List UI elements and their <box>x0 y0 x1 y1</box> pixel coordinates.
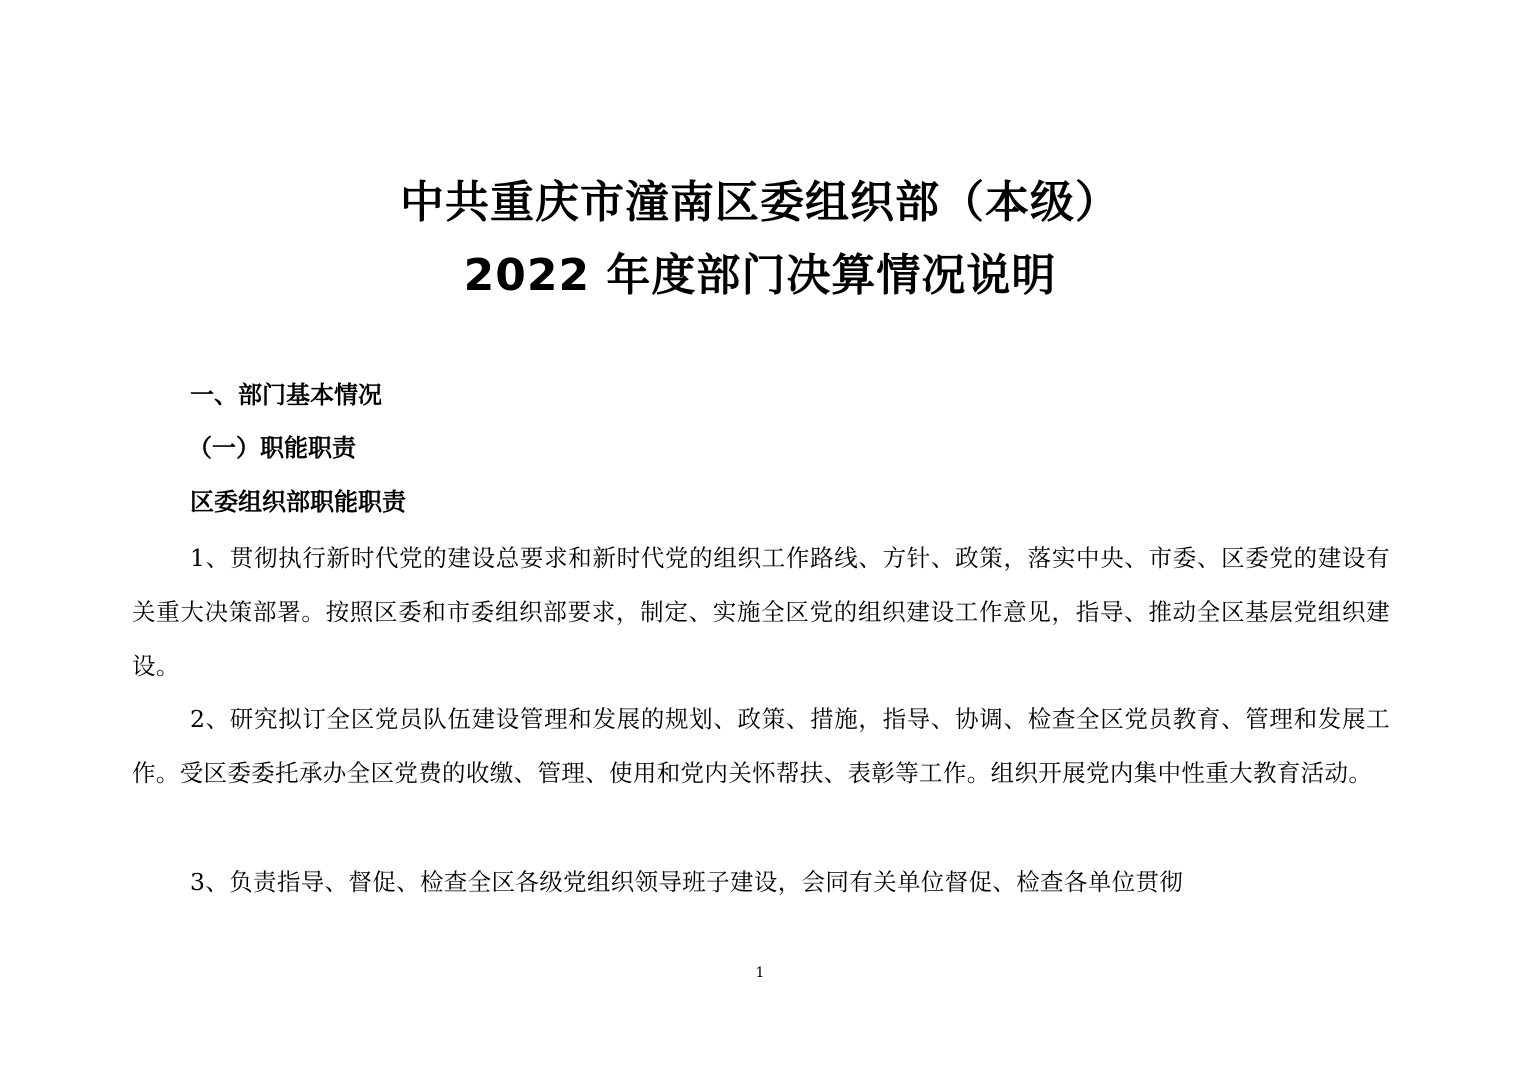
paragraph-duty-3: 3、负责指导、督促、检查全区各级党组织领导班子建设，会同有关单位督促、检查各单位贯彻 <box>190 868 1184 896</box>
document-title-line-1: 中共重庆市潼南区委组织部（本级） <box>400 177 1120 228</box>
paragraph-duty-1: 1、贯彻执行新时代党的建设总要求和新时代党的组织工作路线、方针、政策，落实中央、市委、区委党的建设有关重大决策部署。按照区委和市委组织部要求，制定、实施全区党的组织建设工作意见，指导、推动全区基层党组织建设。 <box>132 544 1390 680</box>
document-title-line-2: 2022 年度部门决算情况说明 <box>463 250 1057 301</box>
page-number: 1 <box>755 965 765 981</box>
duties-subheading: 区委组织部职能职责 <box>190 488 406 516</box>
section-heading: 一、部门基本情况 <box>190 381 382 409</box>
subsection-heading: （一）职能职责 <box>188 434 356 462</box>
paragraph-duty-2: 2、研究拟订全区党员队伍建设管理和发展的规划、政策、措施，指导、协调、检查全区党员教育、管理和发展工作。受区委委托承办全区党费的收缴、管理、使用和党内关怀帮扶、表彰等工作。组织开展党内集中性重大教育活动。 <box>132 705 1390 787</box>
